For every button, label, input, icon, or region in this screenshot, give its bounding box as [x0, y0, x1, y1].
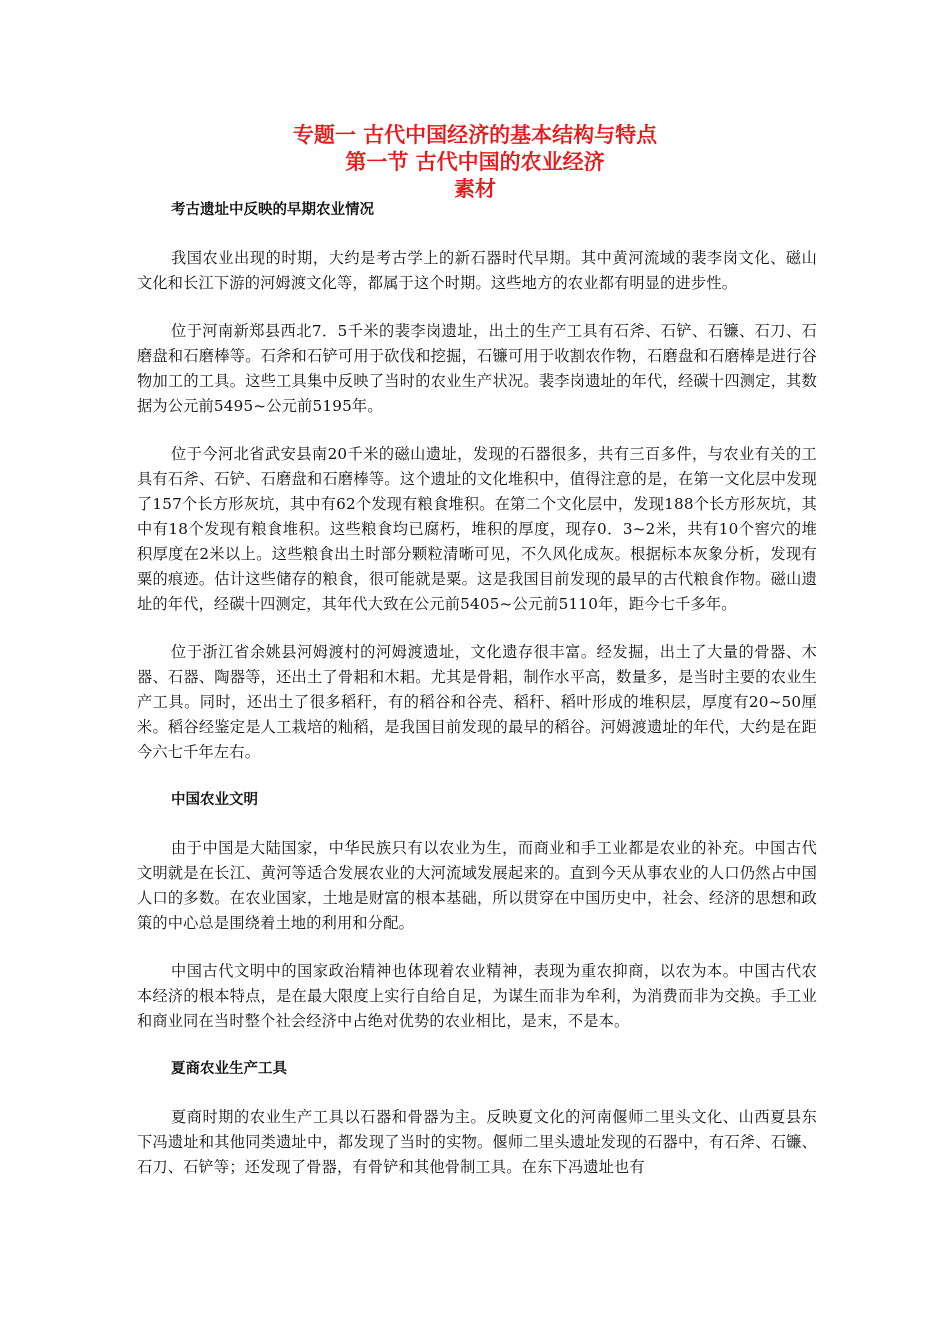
paragraph: 夏商时期的农业生产工具以石器和骨器为主。反映夏文化的河南偃师二里头文化、山西夏县东下冯遗址和其他同类遗址中，都发现了当时的实物。偃师二里头遗址发现的石器中，有石斧、石镰、石刀、石铲等；还发现了骨器，有骨铲和其他骨制工具。在东下冯遗址也有: [137, 1108, 817, 1176]
paragraph: 位于今河北省武安县南20千米的磁山遗址，发现的石器很多，共有三百多件，与农业有关的工具有石斧、石铲、石磨盘和石磨棒等。这个遗址的文化堆积中，值得注意的是，在第一文化层中发现了157个长方形灰坑，其中有62个发现有粮食堆积。在第二个文化层中，发现188个长方形灰坑，其中有18个发现有粮食堆积。这些粮食均已腐朽，堆积的厚度，现存0．3~2米，共有10个窖穴的堆积厚度在2米以上。这些粮食出土时部分颗粒清晰可见，不久风化成灰。根据标本灰象分析，发现有粟的痕迹。估计这些储存的粮食，很可能就是粟。这是我国目前发现的最早的古代粮食作物。磁山遗址的年代，经碳十四测定，其年代大致在公元前5405~公元前5110年，距今七千多年。: [137, 445, 817, 613]
paragraph: 中国古代文明中的国家政治精神也体现着农业精神，表现为重农抑商，以农为本。中国古代农本经济的根本特点，是在最大限度上实行自给自足，为谋生而非为牟利，为消费而非为交换。手工业和商业同在当时整个社会经济中占绝对优势的农业相比，是末，不是本。: [137, 962, 817, 1030]
paragraph: 位于浙江省余姚县河姆渡村的河姆渡遗址，文化遗存很丰富。经发掘，出土了大量的骨器、木器、石器、陶器等，还出土了骨耜和木耜。尤其是骨耜，制作水平高，数量多，是当时主要的农业生产工具。同时，还出土了很多稻秆，有的稻谷和谷壳、稻秆、稻叶形成的堆积层，厚度有20~50厘米。稻谷经鉴定是人工栽培的籼稻，是我国目前发现的最早的稻谷。河姆渡遗址的年代，大约是在距今六七千年左右。: [137, 643, 817, 761]
document-title-block: [0, 122, 950, 203]
paragraph: 由于中国是大陆国家，中华民族只有以农业为生，而商业和手工业都是农业的补充。中国古代文明就是在长江、黄河等适合发展农业的大河流域发展起来的。直到今天从事农业的人口仍然占中国人口的多数。在农业国家，土地是财富的根本基础，所以贯穿在中国历史中，社会、经济的思想和政策的中心总是围绕着土地的利用和分配。: [137, 839, 817, 932]
heading-xia-shang-tools: 夏商农业生产工具: [171, 1061, 287, 1077]
heading-chinese-agricultural-civilization: 中国农业文明: [171, 792, 258, 808]
main-title: 专题一 古代中国经济的基本结构与特点: [292, 123, 658, 147]
paragraph: 我国农业出现的时期，大约是考古学上的新石器时代早期。其中黄河流域的裴李岗文化、磁山文化和长江下游的河姆渡文化等，都属于这个时期。这些地方的农业都有明显的进步性。: [137, 249, 817, 292]
section-title: 第一节 古代中国的农业经济: [345, 150, 605, 174]
document-body: [137, 198, 817, 1180]
paragraph: 位于河南新郑县西北7．5千米的裴李岗遗址，出土的生产工具有石斧、石铲、石镰、石刀、石磨盘和石磨棒等。石斧和石铲可用于砍伐和挖掘，石镰可用于收割农作物，石磨盘和石磨棒是进行谷物加工的工具。这些工具集中反映了当时的农业生产状况。裴李岗遗址的年代，经碳十四测定，其数据为公元前5495~公元前5195年。: [137, 322, 817, 415]
heading-early-agriculture: 考古遗址中反映的早期农业情况: [171, 202, 374, 218]
material-title: 素材: [454, 177, 496, 201]
